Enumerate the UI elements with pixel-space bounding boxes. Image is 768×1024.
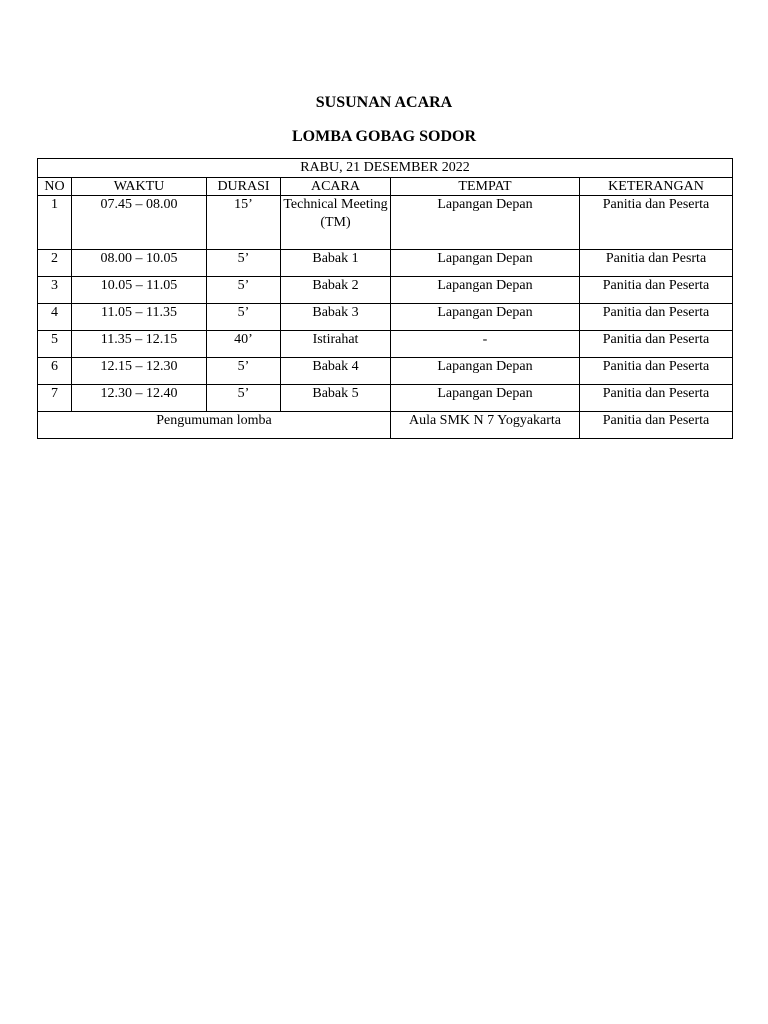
page-title: SUSUNAN ACARA (315, 94, 453, 111)
cell-waktu: 11.35 – 12.15 (72, 331, 207, 358)
cell-acara: Babak 2 (281, 277, 391, 304)
footer-tempat: Aula SMK N 7 Yogyakarta (391, 412, 580, 439)
cell-waktu: 12.15 – 12.30 (72, 358, 207, 385)
table-row (38, 277, 733, 304)
cell-acara: Babak 1 (281, 250, 391, 277)
cell-keterangan: Panitia dan Peserta (580, 358, 733, 385)
header-keterangan: KETERANGAN (580, 178, 733, 196)
cell-acara: Istirahat (281, 331, 391, 358)
cell-durasi: 15’ (207, 196, 281, 250)
cell-tempat: Lapangan Depan (391, 250, 580, 277)
cell-waktu: 10.05 – 11.05 (72, 277, 207, 304)
cell-tempat: Lapangan Depan (391, 277, 580, 304)
table-row (38, 304, 733, 331)
date-cell: RABU, 21 DESEMBER 2022 (38, 159, 733, 178)
cell-durasi: 5’ (207, 277, 281, 304)
header-tempat: TEMPAT (391, 178, 580, 196)
header-waktu: WAKTU (72, 178, 207, 196)
cell-tempat: Lapangan Depan (391, 385, 580, 412)
table-row (38, 331, 733, 358)
cell-keterangan: Panitia dan Peserta (580, 385, 733, 412)
cell-acara: Technical Meeting (TM) (281, 196, 391, 250)
cell-keterangan: Panitia dan Peserta (580, 331, 733, 358)
table-row (38, 358, 733, 385)
header-no: NO (38, 178, 72, 196)
cell-keterangan: Panitia dan Peserta (580, 277, 733, 304)
header-row (38, 178, 733, 196)
cell-durasi: 40’ (207, 331, 281, 358)
cell-no: 7 (38, 385, 72, 412)
table-row (38, 196, 733, 250)
cell-durasi: 5’ (207, 385, 281, 412)
cell-waktu: 11.05 – 11.35 (72, 304, 207, 331)
cell-waktu: 12.30 – 12.40 (72, 385, 207, 412)
cell-durasi: 5’ (207, 250, 281, 277)
cell-no: 2 (38, 250, 72, 277)
cell-tempat: Lapangan Depan (391, 358, 580, 385)
table-row (38, 250, 733, 277)
cell-keterangan: Panitia dan Peserta (580, 196, 733, 250)
cell-waktu: 07.45 – 08.00 (72, 196, 207, 250)
page-subtitle: LOMBA GOBAG SODOR (291, 128, 477, 145)
schedule-table (37, 158, 733, 439)
cell-no: 3 (38, 277, 72, 304)
cell-keterangan: Panitia dan Peserta (580, 304, 733, 331)
cell-acara: Babak 4 (281, 358, 391, 385)
cell-acara: Babak 5 (281, 385, 391, 412)
cell-tempat: - (391, 331, 580, 358)
cell-no: 6 (38, 358, 72, 385)
footer-keterangan: Panitia dan Peserta (580, 412, 733, 439)
cell-tempat: Lapangan Depan (391, 196, 580, 250)
table-row (38, 385, 733, 412)
cell-waktu: 08.00 – 10.05 (72, 250, 207, 277)
cell-durasi: 5’ (207, 358, 281, 385)
cell-no: 1 (38, 196, 72, 250)
header-acara: ACARA (281, 178, 391, 196)
footer-acara: Pengumuman lomba (38, 412, 391, 439)
date-row (38, 159, 733, 178)
cell-tempat: Lapangan Depan (391, 304, 580, 331)
footer-row (38, 412, 733, 439)
header-durasi: DURASI (207, 178, 281, 196)
cell-durasi: 5’ (207, 304, 281, 331)
cell-no: 5 (38, 331, 72, 358)
cell-acara: Babak 3 (281, 304, 391, 331)
cell-no: 4 (38, 304, 72, 331)
cell-keterangan: Panitia dan Pesrta (580, 250, 733, 277)
